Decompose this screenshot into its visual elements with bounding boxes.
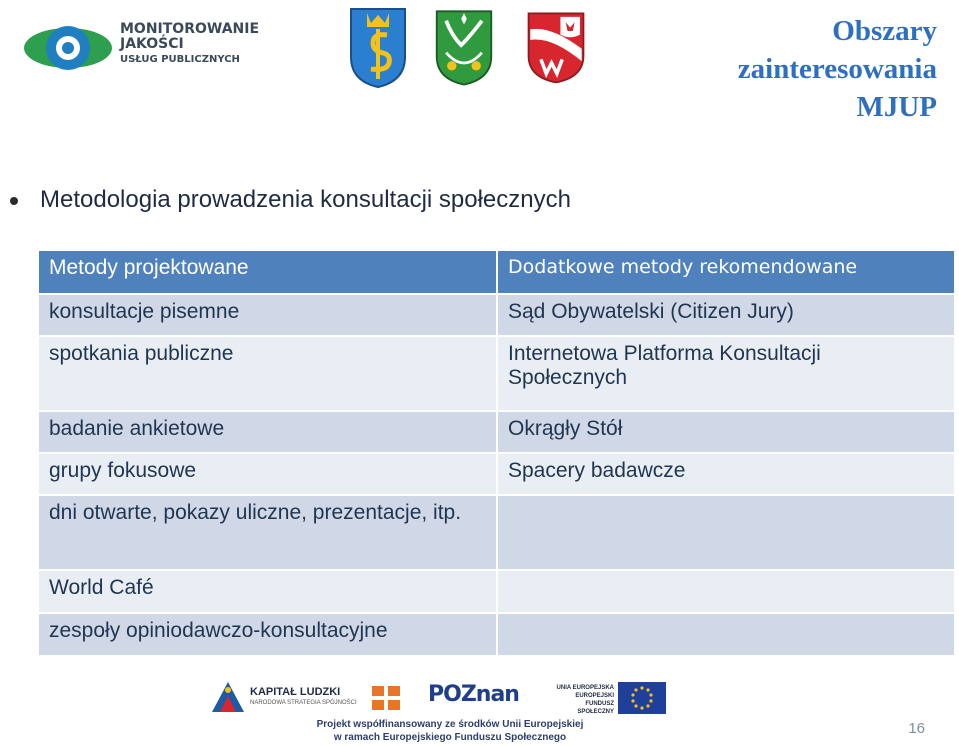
crest-3-icon xyxy=(525,5,587,89)
crest-2-icon xyxy=(433,5,495,89)
page-number: 16 xyxy=(908,720,925,737)
page-title xyxy=(738,12,937,126)
header-designed-methods: Metody projektowane xyxy=(38,250,497,294)
table-row xyxy=(38,495,955,570)
table-cell: dni otwarte, pokazy uliczne, prezentacje, itp. xyxy=(38,495,497,570)
bullet-icon xyxy=(10,197,18,205)
table-cell: grupy fokusowe xyxy=(38,453,497,495)
eu-flag-icon xyxy=(618,682,666,714)
logo-line-3: USŁUG PUBLICZNYCH xyxy=(120,54,240,65)
table-cell: zespoły opiniodawczo-konsultacyjne xyxy=(38,613,497,656)
mjup-logo-text xyxy=(120,22,259,67)
table-row xyxy=(38,294,955,336)
title-line-1: Obszary xyxy=(832,15,937,47)
methods-table xyxy=(37,249,956,657)
table-row xyxy=(38,570,955,613)
table-cell: konsultacje pisemne xyxy=(38,294,497,336)
table-cell: World Café xyxy=(38,570,497,613)
table-cell: Sąd Obywatelski (Citizen Jury) xyxy=(497,294,955,336)
table-cell: spotkania publiczne xyxy=(38,336,497,411)
poznan-logo-text: POZnan xyxy=(428,682,519,707)
crest-1-icon xyxy=(347,5,409,89)
table-row xyxy=(38,336,955,411)
kapital-ludzki-icon xyxy=(210,680,246,714)
wielkopolska-icon xyxy=(370,684,402,712)
table-row xyxy=(38,613,955,656)
eu-line-2: EUROPEJSKI xyxy=(575,693,614,699)
footer-cofinance-text xyxy=(300,718,600,744)
logo-line-2: JAKOŚCI xyxy=(120,36,184,52)
table-cell: Internetowa Platforma Konsultacji Społecznych xyxy=(497,336,955,411)
title-line-3: MJUP xyxy=(856,91,937,123)
logo-line-1: MONITOROWANIE xyxy=(120,21,260,37)
kapital-ludzki-subtext: NARODOWA STRATEGIA SPÓJNOŚCI xyxy=(250,700,357,706)
table-cell xyxy=(497,495,955,570)
table-cell: Spacery badawcze xyxy=(497,453,955,495)
kapital-ludzki-text: KAPITAŁ LUDZKI xyxy=(250,686,341,698)
table-row xyxy=(38,411,955,453)
eu-line-1: UNIA EUROPEJSKA xyxy=(556,685,614,691)
table-row xyxy=(38,453,955,495)
table-cell xyxy=(497,570,955,613)
eu-line-3: FUNDUSZ SPOŁECZNY xyxy=(577,701,614,715)
table-header-row xyxy=(38,250,955,294)
section-heading: Metodologia prowadzenia konsultacji społecznych xyxy=(40,186,571,213)
table-cell xyxy=(497,613,955,656)
footer-logos xyxy=(210,678,680,718)
title-line-2: zainteresowania xyxy=(737,53,937,85)
eu-text xyxy=(548,684,614,716)
table-cell: badanie ankietowe xyxy=(38,411,497,453)
footer-line-1: Projekt współfinansowany ze środków Unii Europejskiej xyxy=(316,719,584,730)
footer-line-2: w ramach Europejskiego Funduszu Społecznego xyxy=(333,732,567,743)
table-cell: Okrągły Stół xyxy=(497,411,955,453)
header-recommended-methods: Dodatkowe metody rekomendowane xyxy=(497,250,955,294)
